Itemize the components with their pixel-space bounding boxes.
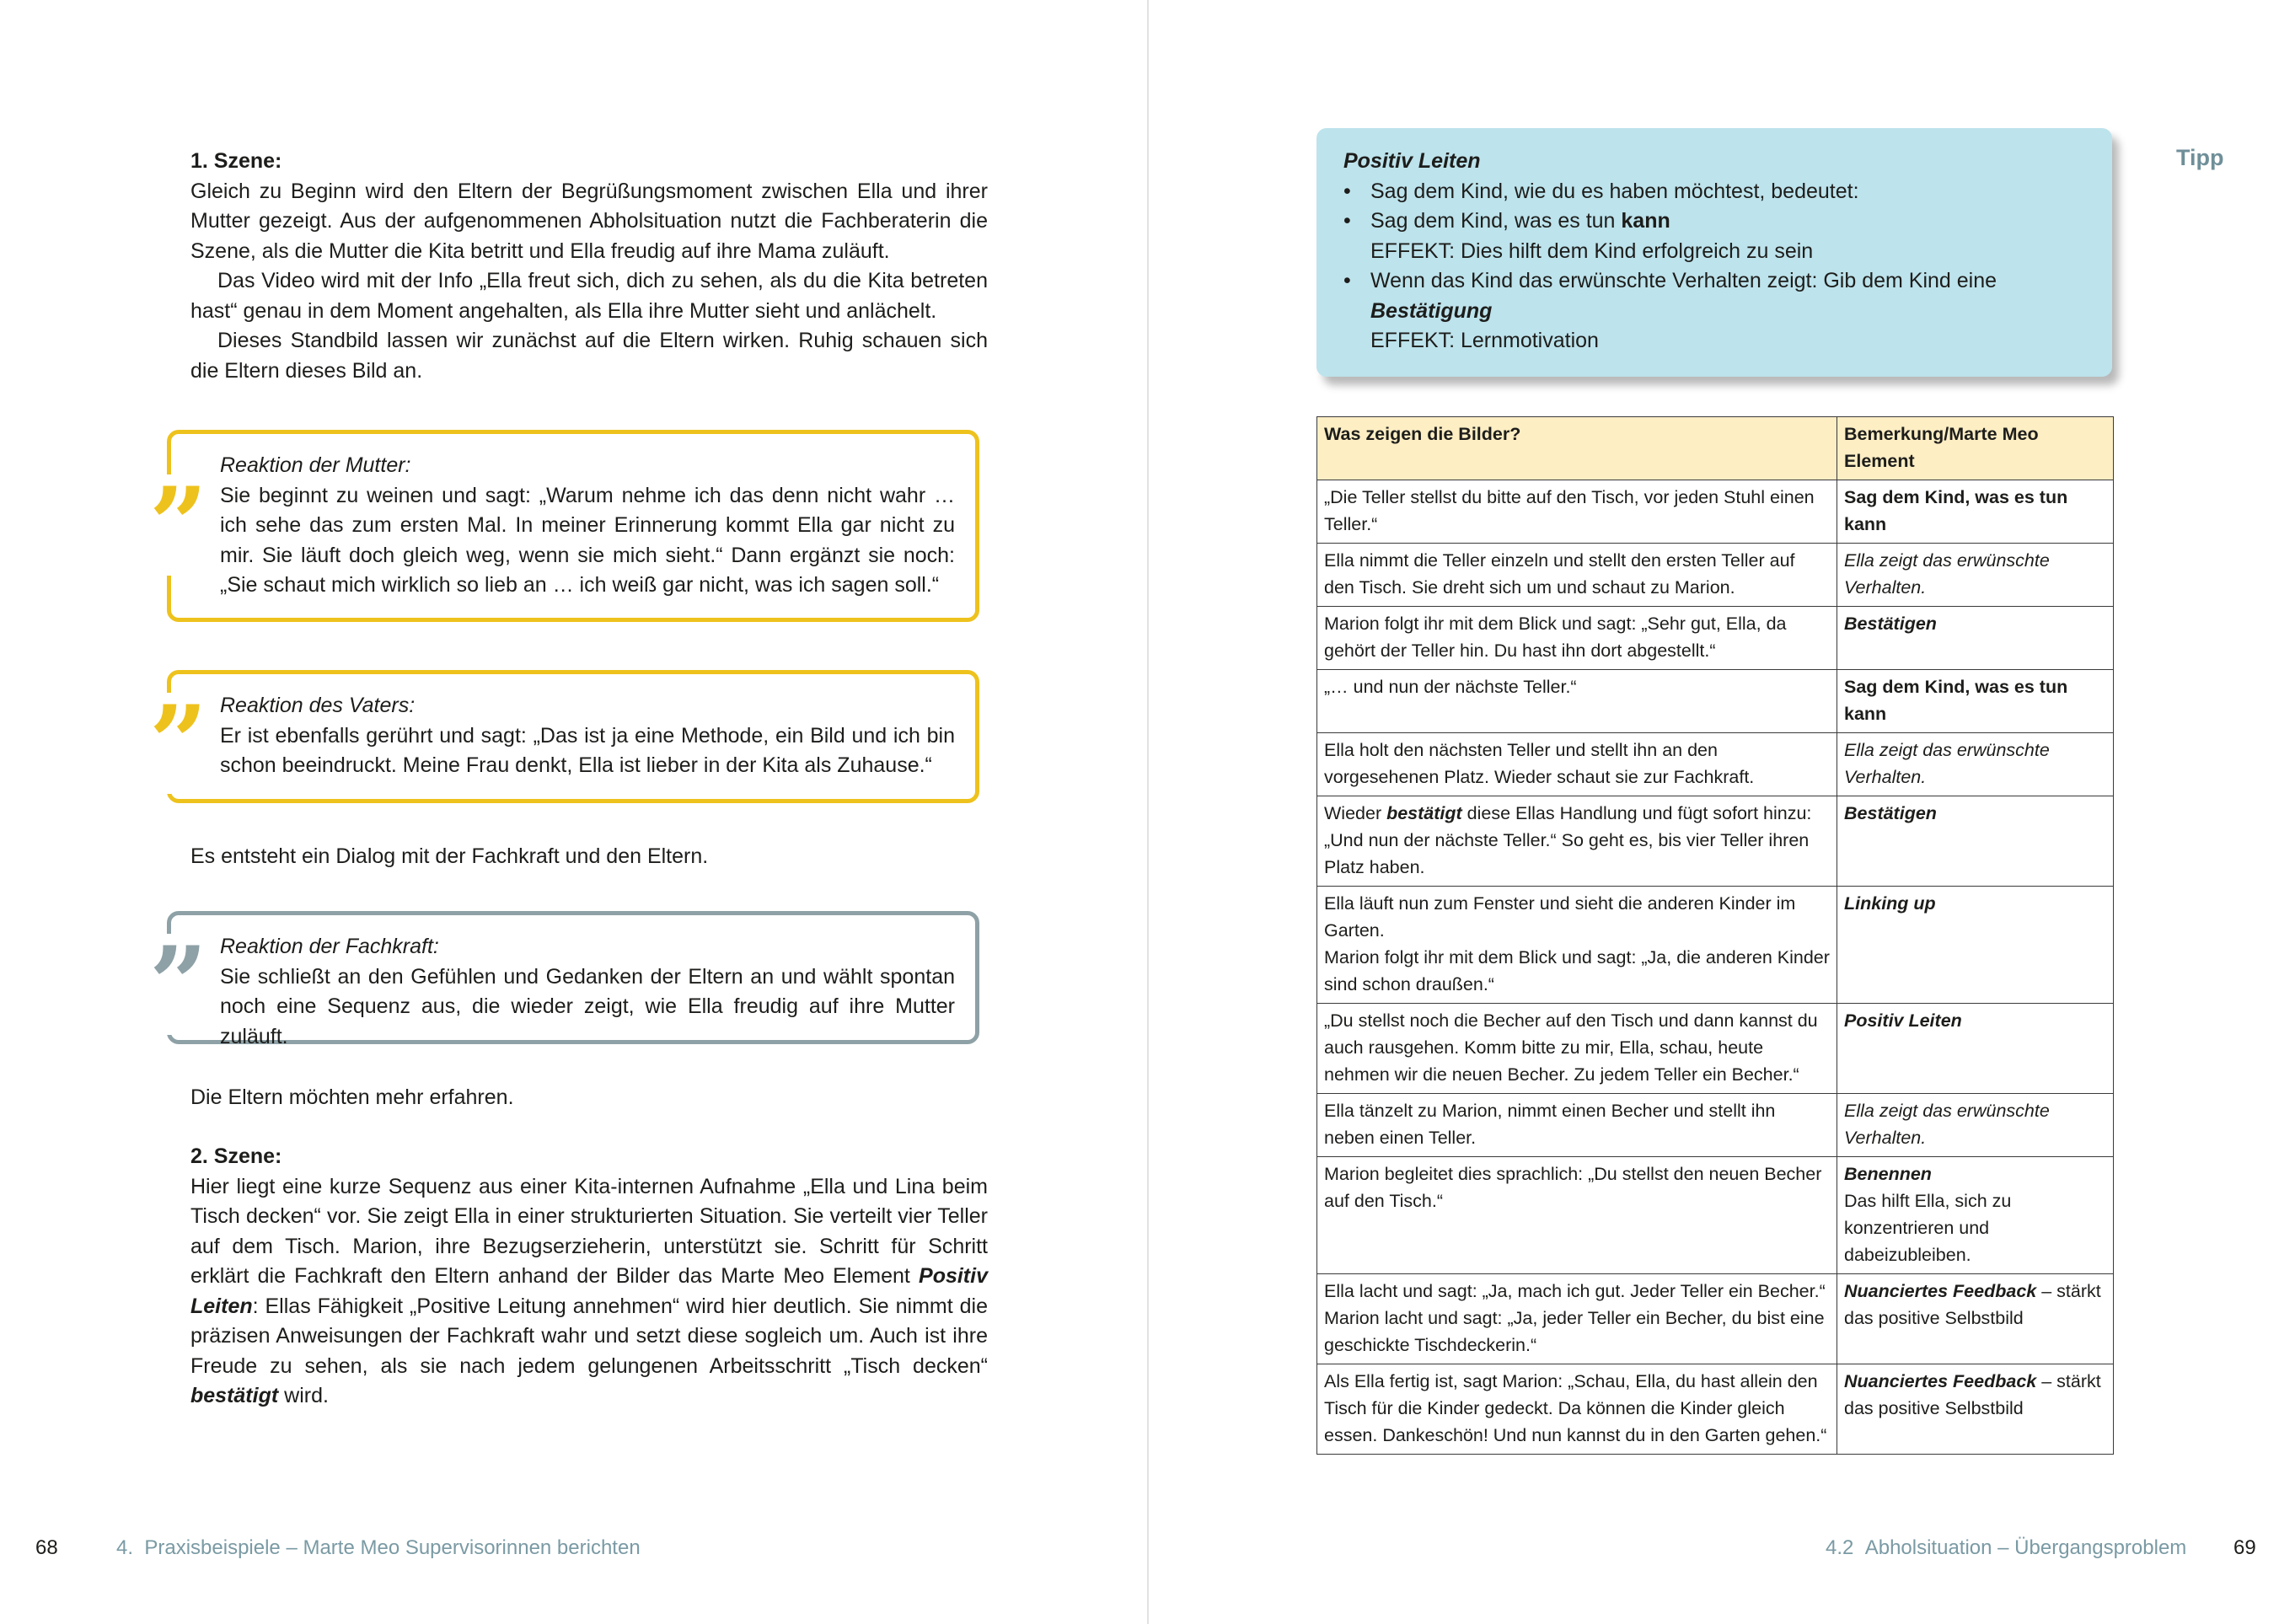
table-cell: „Die Teller stellst du bitte auf den Tisch, vor jeden Stuhl einen Teller.“ <box>1317 480 1837 544</box>
table-row <box>1317 670 2114 733</box>
table-cell <box>1317 887 1837 1004</box>
table-cell: Ella nimmt die Teller einzeln und stellt den ersten Teller auf den Tisch. Sie dreht sich um und schaut zu Marion. <box>1317 544 1837 607</box>
table-row <box>1317 1364 2114 1455</box>
quote-mother-text: Sie beginnt zu weinen und sagt: „Warum nehme ich das denn nicht wahr … ich sehe das zum ersten Mal. In meiner Erinnerung kommt Ella gar nicht zu mir. Sie läuft doch gleich weg, wenn sie mich sieht.“ Dann ergänzt sie noch: „Sie schaut mich wirklich so lieb an … ich weiß gar nicht, was ich sagen soll.“ <box>220 483 955 597</box>
tip-item-effect: EFFEKT: Lernmotivation <box>1370 329 1599 352</box>
more-text: Die Eltern möchten mehr erfahren. <box>190 1085 514 1109</box>
cell-text: diese Ellas Handlung und fügt sofort hinzu: „Und nun der nächste Teller.“ So geht es, bis vier Teller ihren Platz haben. <box>1324 803 1812 877</box>
chapter-title: Praxisbeispiele – Marte Meo Supervisorinnen berichten <box>144 1536 641 1559</box>
quote-staff-label: Reaktion der Fachkraft: <box>220 935 439 958</box>
tip-item-effect: EFFEKT: Dies hilft dem Kind erfolgreich zu sein <box>1370 239 1814 263</box>
closing-quote-icon: ” <box>146 474 211 576</box>
cell-text: Das hilft Ella, sich zu konzentrieren und dabeizubleiben. <box>1844 1191 2012 1265</box>
quote-box-mother <box>149 430 979 622</box>
table-cell: „Du stellst noch die Becher auf den Tisch und dann kannst du auch rausgehen. Komm bitte zu mir, Ella, schau, heute nehmen wir die neuen Becher. Zu jedem Teller ein Becher.“ <box>1317 1004 1837 1094</box>
table-cell: Ella tänzelt zu Marion, nimmt einen Becher und stellt ihn neben einen Teller. <box>1317 1094 1837 1157</box>
left-running-head <box>116 1536 641 1561</box>
tip-item <box>1343 266 2087 356</box>
cell-text: Ella lacht und sagt: „Ja, mach ich gut. Jeder Teller ein Becher.“ <box>1324 1281 1826 1301</box>
cell-element-title: Benennen <box>1844 1164 1932 1184</box>
quote-father-text: Er ist ebenfalls gerührt und sagt: „Das ist ja eine Methode, ein Bild und ich bin schon beeindruckt. Meine Frau denkt, Ella ist lieber in der Kita als Zuhause.“ <box>220 723 955 777</box>
more-paragraph <box>190 1083 988 1113</box>
table-cell <box>1317 1274 1837 1364</box>
table-cell: „… und nun der nächste Teller.“ <box>1317 670 1837 733</box>
table-cell: Marion begleitet dies sprachlich: „Du stellst den neuen Becher auf den Tisch.“ <box>1317 1157 1837 1274</box>
scene2-text-part1: Hier liegt eine kurze Sequenz aus einer Kita-internen Aufnahme „Ella und Lina beim Tisch decken“ vor. Sie zeigt Ella in einer strukturierten Situation. Sie verteilt vier Teller auf dem Tisch. Marion, ihre Bezugserzieherin, unterstützt sie. Schritt für Schritt erklärt die Fachkraft den Eltern anhand der Bilder das Marte Meo Element <box>190 1174 988 1288</box>
tip-item-text: Sag dem Kind, wie du es haben möchtest, bedeutet: <box>1370 179 1859 203</box>
scene2-section <box>190 1142 988 1412</box>
quote-box-father <box>149 670 979 803</box>
tip-box <box>1316 128 2112 377</box>
left-page-number: 68 <box>35 1536 58 1559</box>
tip-item-bold: kann <box>1621 209 1670 233</box>
quote-box-staff <box>149 911 979 1048</box>
cell-element-title: Nuanciertes Feedback <box>1844 1281 2037 1301</box>
tip-item-text: Sag dem Kind, was es tun <box>1370 209 1622 233</box>
table-row <box>1317 796 2114 887</box>
dialog-paragraph <box>190 842 988 872</box>
book-gutter <box>1147 0 1149 1624</box>
scene2-emphasis-positiv-leiten: Positiv Leiten <box>190 1264 988 1318</box>
cell-text: – stärkt das positive Selbstbild <box>1844 1281 2101 1328</box>
closing-quote-icon: ” <box>146 934 211 1035</box>
quote-staff-text: Sie schließt an den Gefühlen und Gedanken der Eltern an und wählt spontan noch eine Sequenz aus, die wieder zeigt, wie Ella freudig auf ihre Mutter zuläuft. <box>220 964 955 1048</box>
table-cell: Sag dem Kind, was es tun kann <box>1837 480 2114 544</box>
left-footer <box>35 1536 58 1561</box>
section-number: 4.2 <box>1826 1536 1854 1559</box>
scene1-paragraph-1: Gleich zu Beginn wird den Eltern der Begrüßungsmoment zwischen Ella und ihrer Mutter gezeigt. Aus der aufgenommenen Abholsituation nutzt die Fachberaterin die Szene, als die Mutter die Kita betritt und Ella freudig auf ihre Mama zuläuft. <box>190 179 988 263</box>
quote-mother-label: Reaktion der Mutter: <box>220 453 411 477</box>
table-cell: Ella zeigt das erwünschte Verhalten. <box>1837 733 2114 796</box>
table-cell: Ella zeigt das erwünschte Verhalten. <box>1837 544 2114 607</box>
left-page <box>0 0 1147 1624</box>
cell-element-title: Nuanciertes Feedback <box>1844 1371 2037 1391</box>
scene2-emphasis-bestaetigt: bestätigt <box>190 1384 279 1407</box>
tip-side-label: Tipp <box>2176 145 2224 170</box>
tip-item-emphasis: Bestätigung <box>1370 298 1493 323</box>
scene2-heading: 2. Szene: <box>190 1144 282 1168</box>
quote-father-label: Reaktion des Vaters: <box>220 694 416 717</box>
table-cell <box>1837 1274 2114 1364</box>
table-cell: Bestätigen <box>1837 607 2114 670</box>
chapter-number: 4. <box>116 1536 134 1559</box>
scene1-heading: 1. Szene: <box>190 149 282 173</box>
table-row <box>1317 480 2114 544</box>
scene2-paragraph <box>190 1172 988 1412</box>
scene2-text-part3: wird. <box>278 1384 329 1407</box>
tip-list <box>1343 177 2087 356</box>
right-page-number: 69 <box>2233 1536 2256 1559</box>
table-row <box>1317 1274 2114 1364</box>
cell-text: Ella läuft nun zum Fenster und sieht die anderen Kinder im Garten. <box>1324 893 1796 941</box>
table-header-row <box>1317 417 2114 480</box>
cell-text: Marion lacht und sagt: „Ja, jeder Teller ein Becher, du bist eine geschickte Tischdeckerin.“ <box>1324 1308 1825 1355</box>
table-header-cell: Was zeigen die Bilder? <box>1317 417 1837 480</box>
table-cell <box>1837 1364 2114 1455</box>
tip-item <box>1343 206 2087 266</box>
marte-meo-table <box>1316 416 2114 1455</box>
table-cell: Ella holt den nächsten Teller und stellt ihn an den vorgesehenen Platz. Wieder schaut sie zur Fachkraft. <box>1317 733 1837 796</box>
right-footer <box>2233 1536 2256 1561</box>
tip-item <box>1343 177 2087 207</box>
table-cell: Sag dem Kind, was es tun kann <box>1837 670 2114 733</box>
table-row <box>1317 1004 2114 1094</box>
section-title: Abholsituation – Übergangsproblem <box>1864 1536 2187 1559</box>
dialog-text: Es entsteht ein Dialog mit der Fachkraft und den Eltern. <box>190 844 709 868</box>
scene1-paragraph-3: Dieses Standbild lassen wir zunächst auf die Eltern wirken. Ruhig schauen sich die Eltern dieses Bild an. <box>190 329 988 383</box>
table-cell: Positiv Leiten <box>1837 1004 2114 1094</box>
table-row <box>1317 887 2114 1004</box>
table-cell: Marion folgt ihr mit dem Blick und sagt: „Sehr gut, Ella, da gehört der Teller hin. Du hast ihn dort abgestellt.“ <box>1317 607 1837 670</box>
scene1-section <box>190 147 988 386</box>
tip-item-text: Wenn das Kind das erwünschte Verhalten zeigt: Gib dem Kind eine <box>1370 269 1997 292</box>
table-row <box>1317 544 2114 607</box>
closing-quote-icon: ” <box>146 693 211 794</box>
bullet-icon: • <box>1343 179 1351 203</box>
table-cell: Als Ella fertig ist, sagt Marion: „Schau, Ella, du hast allein den Tisch für die Kinder gedeckt. Da können die Kinder gleich essen. Dankeschön! Und nun kannst du in den Garten gehen.“ <box>1317 1364 1837 1455</box>
table-cell <box>1837 1157 2114 1274</box>
scene1-paragraph-2: Das Video wird mit der Info „Ella freut sich, dich zu sehen, als du die Kita betreten hast“ genau in dem Moment angehalten, als Ella ihre Mutter sieht und anlächelt. <box>190 269 988 323</box>
cell-emphasis: bestätigt <box>1386 803 1462 823</box>
table-header-cell: Bemerkung/Marte Meo Element <box>1837 417 2114 480</box>
bullet-icon: • <box>1343 269 1351 292</box>
table-row <box>1317 1157 2114 1274</box>
scene2-text-part2: : Ellas Fähigkeit „Positive Leitung annehmen“ wird hier deutlich. Sie nimmt die präzisen Anweisungen der Fachkraft wahr und setzt diese sogleich um. Auch ist ihre Freude zu sehen, als sie nach jedem gelungenen Arbeitsschritt „Tisch decken“ <box>190 1294 988 1378</box>
cell-text: Wieder <box>1324 803 1387 823</box>
bullet-icon: • <box>1343 209 1351 233</box>
table-row <box>1317 733 2114 796</box>
table-cell: Linking up <box>1837 887 2114 1004</box>
table-cell: Bestätigen <box>1837 796 2114 887</box>
right-running-head <box>1826 1536 2186 1561</box>
cell-text: – stärkt das positive Selbstbild <box>1844 1371 2101 1418</box>
table-row <box>1317 1094 2114 1157</box>
table-row <box>1317 607 2114 670</box>
table-cell: Ella zeigt das erwünschte Verhalten. <box>1837 1094 2114 1157</box>
cell-text: Marion folgt ihr mit dem Blick und sagt: „Ja, die anderen Kinder sind schon draußen.“ <box>1324 947 1830 994</box>
table-cell <box>1317 796 1837 887</box>
tip-title: Positiv Leiten <box>1343 149 1481 173</box>
